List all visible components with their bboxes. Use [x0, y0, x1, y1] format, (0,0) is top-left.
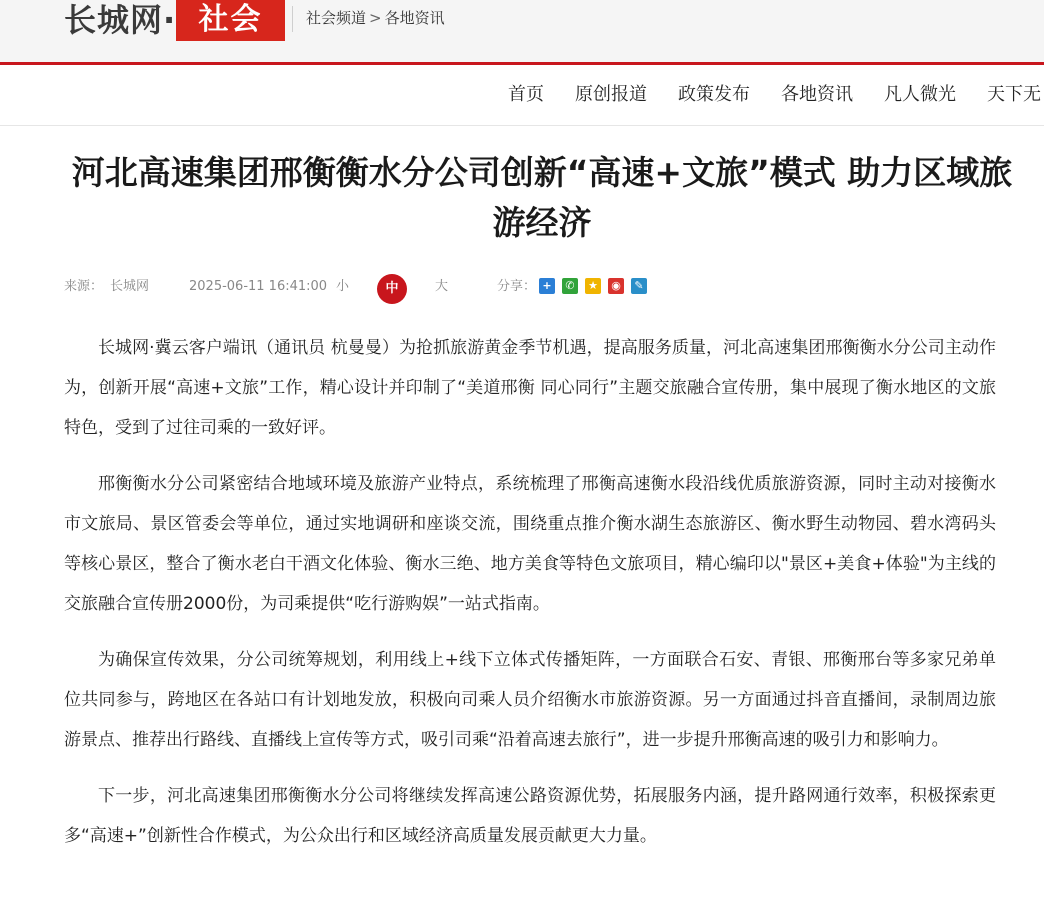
article-paragraph: 邢衡衡水分公司紧密结合地域环境及旅游产业特点，系统梳理了邢衡高速衡水段沿线优质旅游资源，同时主动对接衡水市文旅局、景区管委会等单位，通过实地调研和座谈交流，围绕重点推介衡水湖生态旅游区、衡水野生动物园、碧水湾码头等核心景区，整合了衡水老白干酒文化体验、衡水三绝、地方美食等特色文旅项目，精心编印以"景区+美食+体验"为主线的交旅融合宣传册2000份，为司乘提供“吃行游购娱”一站式指南。 — [64, 474, 996, 614]
font-size-small-button[interactable]: 小 — [336, 279, 350, 294]
plus-share-icon[interactable]: + — [539, 278, 555, 294]
qzone-icon[interactable]: ★ — [585, 278, 601, 294]
article-paragraph: 长城网·冀云客户端讯（通讯员 杭曼曼）为抢抓旅游黄金季节机遇，提高服务质量，河北高速集团邢衡衡水分公司主动作为，创新开展“高速+文旅”工作，精心设计并印制了“美道邢衡 同心同行”主题交旅融合宣传册，集中展现了衡水地区的文旅特色，受到了过往司乘的一致好评。 — [64, 338, 996, 438]
breadcrumb-separator: > — [369, 9, 382, 27]
article-title: 河北高速集团邢衡衡水分公司创新“高速+文旅”模式 助力区域旅游经济 — [71, 153, 1013, 242]
weibo-icon[interactable]: ◉ — [608, 278, 624, 294]
source-name: 长城网 — [110, 279, 150, 294]
nav-item-original-reports[interactable]: 原创报道 — [575, 84, 647, 105]
site-logo-text[interactable]: 长城网· — [64, 1, 177, 39]
article-paragraph: 下一步，河北高速集团邢衡衡水分公司将继续发挥高速公路资源优势，拓展服务内涵，提升路网通行效率，积极探索更多“高速+”创新性合作模式，为公众出行和区域经济高质量发展贡献更大力量。 — [64, 786, 996, 846]
wechat-icon[interactable]: ✆ — [562, 278, 578, 294]
top-header — [0, 0, 1044, 62]
publish-datetime: 2025-06-11 16:41:00 — [189, 279, 328, 294]
source-label: 来源： — [64, 279, 104, 294]
article-paragraph: 为确保宣传效果，分公司统筹规划，利用线上+线下立体式传播矩阵，一方面联合石安、青银、邢衡邢台等多家兄弟单位共同参与，跨地区在各站口有计划地发放，积极向司乘人员介绍衡水市旅游资源。另一方面通过抖音直播间，录制周边旅游景点、推荐出行路线、直播线上宣传等方式，吸引司乘“沿着高速去旅行”，进一步提升邢衡高速的吸引力和影响力。 — [64, 650, 996, 750]
share-label: 分享： — [497, 279, 537, 294]
nav-item-policy[interactable]: 政策发布 — [678, 84, 750, 105]
channel-logo-badge[interactable]: 社会 — [176, 0, 285, 41]
nav-item-more[interactable]: 天下无 — [987, 84, 1041, 105]
nav-item-local-news[interactable]: 各地资讯 — [781, 84, 853, 105]
font-size-medium-button[interactable]: 中 — [377, 274, 407, 304]
nav-item-home[interactable]: 首页 — [508, 84, 544, 105]
breadcrumb — [306, 7, 445, 29]
article-meta — [64, 274, 664, 300]
article-body — [64, 328, 996, 872]
breadcrumb-local-news-link[interactable]: 各地资讯 — [384, 9, 445, 27]
font-size-large-button[interactable]: 大 — [435, 279, 449, 294]
main-nav — [0, 65, 1044, 126]
breadcrumb-channel-link[interactable]: 社会频道 — [306, 9, 367, 27]
header-divider — [292, 6, 293, 32]
nav-item-ordinary-people[interactable]: 凡人微光 — [884, 84, 956, 105]
tencent-weibo-icon[interactable]: ✎ — [631, 278, 647, 294]
